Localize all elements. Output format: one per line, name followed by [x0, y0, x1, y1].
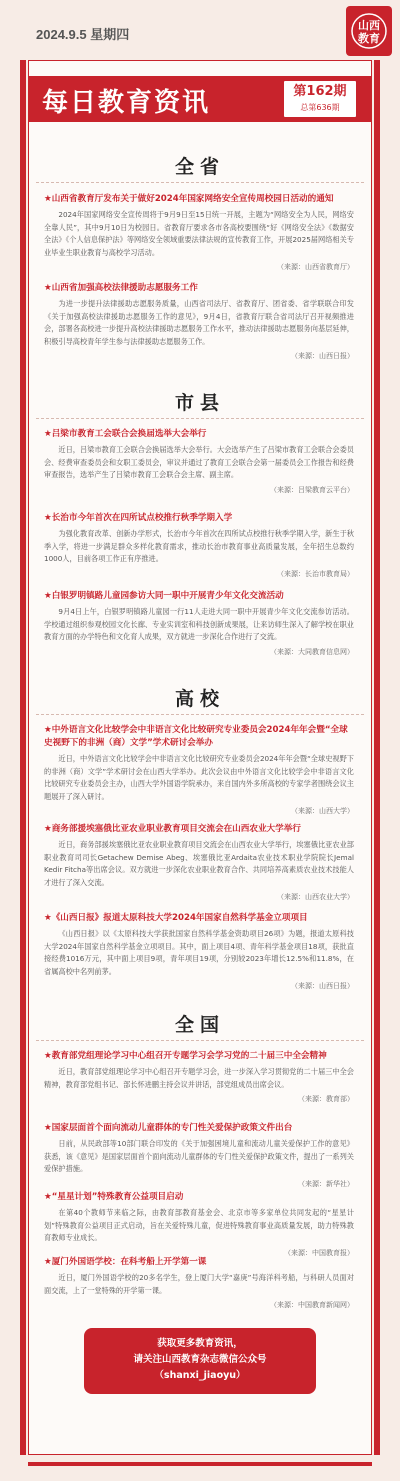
article	[44, 282, 354, 361]
follow-account-id: （shanxi_jiaoyu）	[154, 1370, 246, 1381]
issue-badge	[282, 79, 358, 119]
left-rail	[20, 60, 26, 1455]
article-title[interactable]: ★“星星计划”特殊教育公益项目启动	[44, 1192, 184, 1202]
article-source: （来源：新华社）	[298, 1179, 354, 1188]
section-divider	[36, 1040, 364, 1041]
svg-text:山西: 山西	[358, 19, 380, 32]
article	[44, 512, 354, 579]
article-body: 日前，从民政部等10部门联合印发的《关于加强困境儿童和流动儿童关爱保护工作的意见》获悉，该《意见》是国家层面首个面向流动儿童群体的专门性关爱保护政策文件，提出了一系列关爱保护措施。	[44, 1139, 354, 1173]
logo	[346, 6, 392, 56]
svg-text:教育: 教育	[358, 32, 380, 45]
article-title[interactable]: ★国家层面首个面向流动儿童群体的专门性关爱保护政策文件出台	[44, 1123, 293, 1133]
article-source: （来源：山西省教育厅）	[277, 263, 354, 271]
article	[44, 1122, 354, 1189]
article-body: 为强化教育改革、创新办学形式，长治市今年首次在四所试点校推行秋季学期入学，新生于秋季入学，将进一步满足群众多样化教育需求，推动长治市教育事业高质量发展，全年招生总数约1000人，目前各项工作正有序推进。	[44, 529, 354, 563]
article-body: 为进一步提升法律援助志愿服务质量，山西省司法厅、省教育厅、团省委、省学联联合印发《关于加强高校法律援助志愿服务工作的意见》，9月4日，省教育厅联合省司法厅召开视频推进会，部署各高校进一步提升高校法律援助志愿服务工作水平，推动法律援助志愿服务向基层延伸，积极引导高校青年学生参与法律援助志愿服务工作。	[44, 299, 354, 346]
article	[44, 1050, 354, 1104]
article	[44, 1256, 354, 1310]
section-heading-national: 全国	[174, 1014, 225, 1036]
article-title[interactable]: ★商务部援埃塞俄比亚农业职业教育项目交流会在山西农业大学举行	[44, 824, 301, 834]
issue-number: 第162期	[293, 84, 347, 99]
article-body: 近日，商务部援埃塞俄比亚农业职业教育项目交流会在山西农业大学举行，埃塞俄比亚农业部职业教育司司长Getachew Demise Abeg、埃塞俄比亚Ardaita农业技术职业学院院长Jemal Kedir Fitcha等出席会议。双方就进一步深化农业职业教育合作、共同培养高素质农业技术技能人才进行了深入交流。	[44, 840, 354, 887]
follow-line-1: 获取更多教育资讯，	[157, 1338, 243, 1349]
article-title[interactable]: ★中外语言文化比较学会中非语言文化比较研究专业委员会2024年年会暨“全球史视野下的非洲（商）文学”学术研讨会举办	[44, 725, 348, 748]
article-title[interactable]: ★厦门外国语学校：在科考船上开学第一课	[44, 1257, 207, 1267]
article-title[interactable]: ★山西省加强高校法律援助志愿服务工作	[44, 283, 198, 293]
article-title[interactable]: ★《山西日报》报道太原科技大学2024年国家自然科学基金立项项目	[44, 913, 308, 923]
article	[44, 428, 354, 495]
issue-date: 2024.9.5 星期四	[36, 27, 130, 42]
article-source: （来源：吕梁教育云平台）	[270, 485, 354, 494]
right-rail	[374, 60, 380, 1455]
section-heading-province: 全省	[174, 156, 225, 178]
follow-line-2: 请关注山西教育杂志微信公众号	[133, 1354, 267, 1365]
article-body: 近日，中外语言文化比较学会中非语言文化比较研究专业委员会2024年年会暨“全球史视野下的非洲（商）文学”学术研讨会在山西大学举办。此次会议由中外语言文化比较学会中非语言文化比较研究专业委员会主办，山西大学外国语学院承办，来自国内外多所高校的专家学者围绕会议主题展开了深入研讨。	[44, 754, 354, 801]
article-source: （来源：山西日报）	[291, 982, 354, 990]
article-title[interactable]: ★吕梁市教育工会联合会换届选举大会举行	[44, 429, 207, 439]
section-divider	[36, 714, 364, 715]
article-body: 《山西日报》以《太原科技大学获批国家自然科学基金资助项目26项》为题，报道太原科技大学2024年国家自然科学基金立项项目。其中，面上项目4项、青年科学基金项目18项，获批直接经费1016万元，其中面上项目9项，青年项目19项，分别较2023年增长12.5%和11.8%，在省属高校中名列前茅。	[44, 929, 354, 976]
bottom-rule	[28, 1462, 372, 1466]
section-divider	[36, 418, 364, 419]
top-bar	[0, 0, 400, 60]
page-title: 每日教育资讯	[42, 88, 211, 118]
article-source: （来源：大同教育信息网）	[270, 647, 354, 656]
article-source: （来源：山西大学）	[291, 807, 354, 815]
section-heading-city: 市县	[174, 392, 225, 414]
article-title[interactable]: ★白银罗明镇路儿童园参访大同一职中开展青少年文化交流活动	[44, 591, 284, 601]
article-body: 近日，厦门外国语学校的20多名学生，登上厦门大学“嘉庚”号海洋科考船，与科研人员面对面交流，上了一堂特殊的开学第一课。	[44, 1273, 354, 1295]
article-source: （来源：山西农业大学）	[277, 893, 354, 901]
article-title[interactable]: ★教育部党组理论学习中心组召开专题学习会学习党的二十届三中全会精神	[44, 1051, 327, 1061]
section-heading-university: 高校	[174, 688, 225, 710]
article-source: （来源：中国教育新闻网）	[270, 1301, 354, 1309]
article-title[interactable]: ★长治市今年首次在四所试点校推行秋季学期入学	[44, 513, 233, 523]
issue-total: 总第636期	[300, 103, 340, 112]
article-source: （来源：长治市教育局）	[277, 569, 354, 578]
article	[44, 193, 354, 272]
article-body: 2024年国家网络安全宣传周将于9月9日至15日统一开展，主题为“网络安全为人民，网络安全靠人民”，其中9月10日为校园日。省教育厅要求各市各高校要围绕“好《网络安全法》《数据安全法》《个人信息保护法》等网络安全领域重要法律法规的宣传教育工作，开展2025届网络相关专业毕业生职业教育与高校学习活动。	[44, 210, 354, 257]
article-body: 近日，教育部党组理论学习中心组召开专题学习会，进一步深入学习贯彻党的二十届三中全会精神，教育部党组书记、部长怀进鹏主持会议并讲话，部党组成员出席会议。	[44, 1067, 354, 1089]
article-body: 9月4日上午，白银罗明镇路儿童园一行11人走进大同一职中开展青少年文化交流参访活动。学校通过组织参观校园文化长廊、专业实训室和科技创新成果展，让来访师生深入了解学校在职业教育方面的办学特色和文化育人成果，双方就进一步深化合作进行了交流。	[44, 607, 354, 641]
article	[44, 590, 354, 657]
section-divider	[36, 182, 364, 183]
article-source: （来源：中国教育报）	[284, 1248, 354, 1257]
article	[44, 912, 354, 991]
article-body: 近日，吕梁市教育工会联合会换届选举大会举行。大会选举产生了吕梁市教育工会联合会委员会、经费审查委员会和女职工委员会，审议并通过了教育工会联合会第一届委员会工作报告和经费审查报告，选举产生了吕梁市教育工会联合会主席、副主席。	[44, 445, 354, 479]
article-source: （来源：山西日报）	[291, 352, 354, 360]
article	[44, 1191, 354, 1258]
article-source: （来源：教育部）	[298, 1095, 354, 1103]
article	[44, 823, 354, 902]
follow-banner[interactable]	[84, 1328, 316, 1394]
article	[44, 724, 354, 816]
article-body: 在第40个教师节来临之际，由教育部教育基金会、北京市等多家单位共同发起的“星星计划”特殊教育公益项目正式启动，旨在关爱特殊儿童，促进特殊教育事业高质量发展，助力特殊教育教师专业成长。	[44, 1208, 354, 1242]
logo-icon	[349, 9, 389, 53]
article-title[interactable]: ★山西省教育厅发布关于做好2024年国家网络安全宣传周校园日活动的通知	[44, 194, 334, 204]
